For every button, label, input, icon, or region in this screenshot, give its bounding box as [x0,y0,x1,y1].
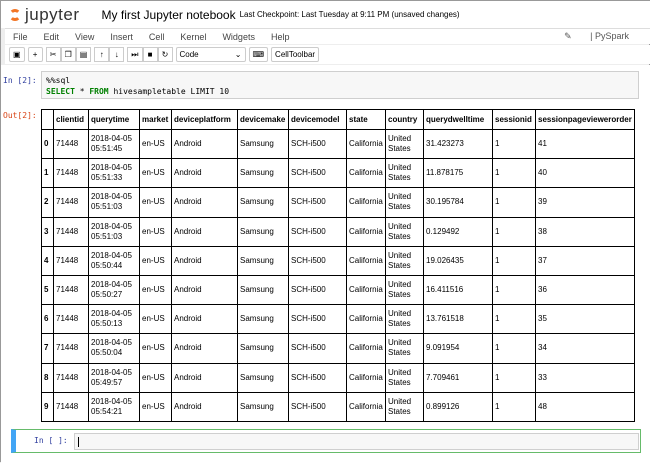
table-cell: en-US [140,334,172,363]
save-icon: ▣ [13,50,21,59]
header [1,1,650,28]
table-cell: California [347,305,386,334]
table-cell: 0.129492 [424,217,493,246]
table-cell: SCH-i500 [289,305,347,334]
table-cell: 38 [536,217,635,246]
table-cell: United States [386,363,424,392]
table-cell: Samsung [238,305,289,334]
table-cell: 1 [493,334,536,363]
code-rest: hivesampletable LIMIT 10 [108,87,230,96]
column-header: devicemake [238,110,289,130]
table-cell: United States [386,130,424,159]
copy-icon: ❐ [64,50,72,59]
table-cell: United States [386,188,424,217]
table-cell: en-US [140,130,172,159]
table-cell: California [347,217,386,246]
table-cell: 1 [493,217,536,246]
celltoolbar-button[interactable]: CellToolbar [271,47,319,62]
table-cell: Samsung [238,392,289,421]
table-cell: 9.091954 [424,334,493,363]
stop-icon: ■ [147,50,153,59]
row-index: 2 [42,188,54,217]
table-cell: Samsung [238,363,289,392]
table-cell: California [347,130,386,159]
stop-button[interactable] [143,47,158,62]
table-cell: 35 [536,305,635,334]
column-header: sessionpageviewerorder [536,110,635,130]
table-row [42,305,635,334]
column-header: querydwelltime [424,110,493,130]
column-header: market [140,110,172,130]
table-cell: en-US [140,275,172,304]
code-star: * [74,87,90,96]
column-header: deviceplatform [172,110,238,130]
table-cell: 48 [536,392,635,421]
table-row [42,246,635,275]
results-table [41,109,635,422]
menu-edit[interactable]: Edit [43,31,60,42]
column-header [42,110,54,130]
table-cell: California [347,334,386,363]
table-cell: California [347,275,386,304]
table-cell: 71448 [54,130,89,159]
table-cell: 2018-04-05 05:51:03 [89,217,140,246]
table-header-row [42,110,635,130]
table-row [42,392,635,421]
table-cell: 2018-04-05 05:50:44 [89,246,140,275]
table-cell: United States [386,246,424,275]
table-cell: 37 [536,246,635,275]
table-cell: 2018-04-05 05:50:27 [89,275,140,304]
table-cell: 2018-04-05 05:54:21 [89,392,140,421]
row-index: 6 [42,305,54,334]
input-prompt: In [2]: [3,76,37,85]
table-cell: 30.195784 [424,188,493,217]
menu-widgets[interactable]: Widgets [222,31,255,42]
table-cell: 0.899126 [424,392,493,421]
table-row [42,363,635,392]
column-header: querytime [89,110,140,130]
table-cell: Samsung [238,130,289,159]
table-cell: Samsung [238,217,289,246]
text-cursor [78,437,79,447]
code-cell-input[interactable] [41,71,639,99]
table-cell: 2018-04-05 05:49:57 [89,363,140,392]
table-cell: SCH-i500 [289,275,347,304]
table-cell: Samsung [238,334,289,363]
code-line-1: %%sql [46,76,71,85]
table-cell: Android [172,188,238,217]
table-row [42,159,635,188]
menu-view[interactable]: View [75,31,95,42]
table-cell: 2018-04-05 05:50:13 [89,305,140,334]
table-cell: United States [386,217,424,246]
keyword-from: FROM [89,87,109,96]
table-cell: 71448 [54,275,89,304]
toolbar [5,45,650,64]
table-cell: 36 [536,275,635,304]
table-cell: 19.026435 [424,246,493,275]
table-cell: 11.878175 [424,159,493,188]
table-cell: Android [172,275,238,304]
table-cell: Android [172,217,238,246]
table-cell: 71448 [54,217,89,246]
row-index: 7 [42,334,54,363]
column-header: country [386,110,424,130]
paste-button[interactable] [76,47,92,62]
table-cell: 2018-04-05 05:51:03 [89,188,140,217]
menu-bar: File Edit View Insert Cell Kernel Widgets Help ✎ | PySpark [5,28,650,44]
plus-icon: + [32,50,38,59]
table-cell: 71448 [54,246,89,275]
table-cell: 71448 [54,392,89,421]
step-forward-icon: ⏭ [131,49,139,59]
table-cell: SCH-i500 [289,188,347,217]
table-row [42,334,635,363]
row-index: 8 [42,363,54,392]
column-header: state [347,110,386,130]
arrow-down-icon: ↓ [114,50,119,59]
table-cell: 71448 [54,334,89,363]
table-cell: SCH-i500 [289,159,347,188]
paste-icon: ▤ [79,50,88,59]
menu-cell[interactable]: Cell [148,31,165,42]
menu-insert[interactable]: Insert [110,31,133,42]
notebook-area [1,65,650,463]
table-cell: 39 [536,188,635,217]
jupyter-logo-icon [9,9,21,21]
table-cell: SCH-i500 [289,392,347,421]
table-cell: 1 [493,188,536,217]
table-cell: Samsung [238,188,289,217]
cut-button[interactable] [46,47,61,62]
row-index: 1 [42,159,54,188]
table-row [42,217,635,246]
keyboard-icon: ⌨ [252,50,265,59]
cell-type-select[interactable] [176,47,246,62]
output-prompt: Out[2]: [3,111,37,120]
row-index: 0 [42,130,54,159]
table-cell: 33 [536,363,635,392]
table-cell: Android [172,305,238,334]
table-cell: 71448 [54,305,89,334]
table-cell: en-US [140,363,172,392]
menu-file[interactable]: File [13,31,28,42]
table-cell: 34 [536,334,635,363]
column-header: sessionid [493,110,536,130]
menu-kernel[interactable]: Kernel [180,31,207,42]
notebook-title[interactable]: My first Jupyter notebook [101,7,236,22]
table-cell: SCH-i500 [289,130,347,159]
table-cell: 71448 [54,363,89,392]
table-cell: Samsung [238,275,289,304]
table-cell: California [347,392,386,421]
table-cell: 7.709461 [424,363,493,392]
table-cell: en-US [140,305,172,334]
restart-button[interactable] [158,47,173,62]
table-cell: en-US [140,217,172,246]
move-up-button[interactable] [94,47,109,62]
table-cell: Android [172,159,238,188]
table-cell: 2018-04-05 05:51:45 [89,130,140,159]
run-button[interactable] [127,47,142,62]
input-prompt-empty: In [ ]: [34,436,68,445]
scissors-icon: ✂ [49,50,57,59]
logo-text: jupyter [25,4,80,24]
table-cell: SCH-i500 [289,363,347,392]
table-cell: 1 [493,305,536,334]
empty-code-cell[interactable] [11,429,641,453]
row-index: 4 [42,246,54,275]
table-cell: California [347,188,386,217]
table-cell: 13.761518 [424,305,493,334]
table-cell: 71448 [54,159,89,188]
table-cell: United States [386,392,424,421]
arrow-up-icon: ↑ [99,50,104,59]
insert-cell-button[interactable] [28,47,43,62]
table-cell: California [347,246,386,275]
table-cell: 1 [493,363,536,392]
column-header: clientid [54,110,89,130]
table-cell: Samsung [238,246,289,275]
table-cell: 1 [493,130,536,159]
table-cell: 1 [493,275,536,304]
checkpoint-status: Last Checkpoint: Last Tuesday at 9:11 PM (unsaved changes) [239,10,460,19]
table-row [42,130,635,159]
table-cell: SCH-i500 [289,217,347,246]
table-cell: SCH-i500 [289,334,347,363]
table-cell: Android [172,363,238,392]
table-cell: 2018-04-05 05:51:33 [89,159,140,188]
row-index: 3 [42,217,54,246]
keyword-select: SELECT [46,87,75,96]
save-button[interactable] [9,47,25,62]
chevron-down-icon: ⌄ [234,50,242,59]
copy-button[interactable] [61,47,76,62]
table-row [42,275,635,304]
cell-type-value: Code [179,50,199,59]
table-cell: California [347,159,386,188]
table-cell: California [347,363,386,392]
code-input[interactable] [74,433,639,450]
refresh-icon: ↻ [161,50,169,59]
code-line-2 [46,86,634,97]
row-index: 5 [42,275,54,304]
table-cell: United States [386,334,424,363]
kernel-name: PySpark [594,31,629,41]
table-cell: Android [172,246,238,275]
table-cell: 1 [493,246,536,275]
edit-pencil-icon[interactable]: ✎ [564,31,572,41]
table-cell: United States [386,305,424,334]
command-palette-button[interactable] [249,47,269,62]
table-cell: United States [386,159,424,188]
jupyter-logo[interactable] [9,5,80,25]
table-cell: 1 [493,392,536,421]
table-cell: Samsung [238,159,289,188]
column-header: devicemodel [289,110,347,130]
table-cell: 40 [536,159,635,188]
table-cell: en-US [140,392,172,421]
table-row [42,188,635,217]
table-cell: Android [172,334,238,363]
row-index: 9 [42,392,54,421]
table-cell: Android [172,130,238,159]
table-cell: SCH-i500 [289,246,347,275]
table-cell: 16.411516 [424,275,493,304]
table-cell: United States [386,275,424,304]
table-cell: 31.423273 [424,130,493,159]
table-cell: en-US [140,246,172,275]
table-cell: en-US [140,188,172,217]
table-cell: en-US [140,159,172,188]
table-cell: Android [172,392,238,421]
table-cell: 71448 [54,188,89,217]
table-cell: 41 [536,130,635,159]
table-cell: 2018-04-05 05:50:04 [89,334,140,363]
table-cell: 1 [493,159,536,188]
move-down-button[interactable] [109,47,124,62]
menu-help[interactable]: Help [270,31,290,42]
